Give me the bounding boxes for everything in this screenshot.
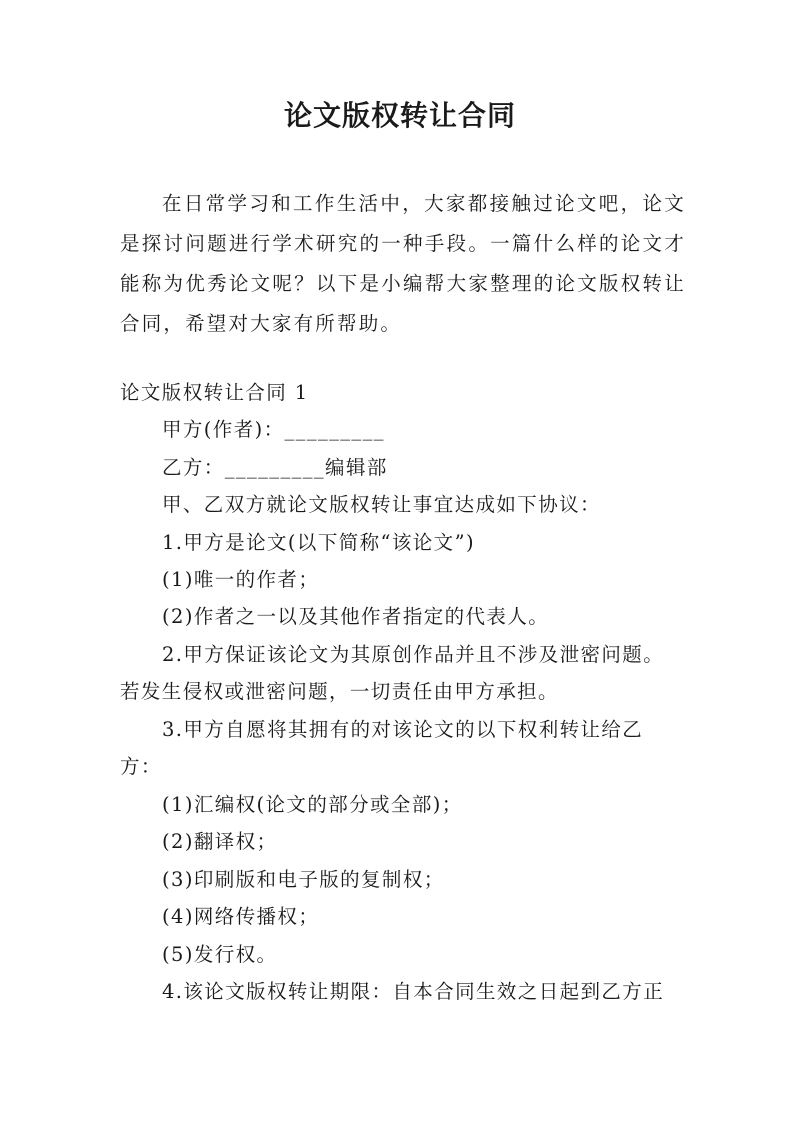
clause-1-item-2: (2)作者之一以及其他作者指定的代表人。 <box>162 605 550 628</box>
party-b-line: 乙方：_________编辑部 <box>162 456 388 479</box>
clause-2-line-1: 2.甲方保证该论文为其原创作品并且不涉及泄密问题。 <box>162 643 665 666</box>
clause-3-item-4: (4)网络传播权； <box>162 905 320 928</box>
clause-3-line-2: 方： <box>120 755 162 778</box>
agreement-intro: 甲、乙双方就论文版权转让事宜达成如下协议： <box>162 493 601 516</box>
section-heading: 论文版权转让合同 1 <box>120 381 309 404</box>
clause-3-item-5: (5)发行权。 <box>162 943 278 966</box>
document-title: 论文版权转让合同 <box>283 99 516 132</box>
party-a-line: 甲方(作者)：_________ <box>162 418 385 441</box>
clause-3-item-3: (3)印刷版和电子版的复制权； <box>162 868 445 891</box>
clause-3-item-1: (1)汇编权(论文的部分或全部)； <box>162 793 463 816</box>
clause-2-line-2: 若发生侵权或泄密问题，一切责任由甲方承担。 <box>120 680 559 703</box>
clause-3-line-1: 3.甲方自愿将其拥有的对该论文的以下权利转让给乙 <box>162 718 644 741</box>
clause-3-item-2: (2)翻译权； <box>162 830 278 853</box>
clause-1: 1.甲方是论文(以下简称“该论文”) <box>162 531 475 554</box>
clause-4-line-1: 4.该论文版权转让期限：自本合同生效之日起到乙方正 <box>162 980 665 1003</box>
intro-paragraph: 在日常学习和工作生活中，大家都接触过论文吧，论文是探讨问题进行学术研究的一种手段。一篇什么样的论文才能称为优秀论文呢？以下是小编帮大家整理的论文版权转让合同，希望对大家有所帮助。 <box>120 192 686 335</box>
clause-1-item-1: (1)唯一的作者； <box>162 568 320 591</box>
